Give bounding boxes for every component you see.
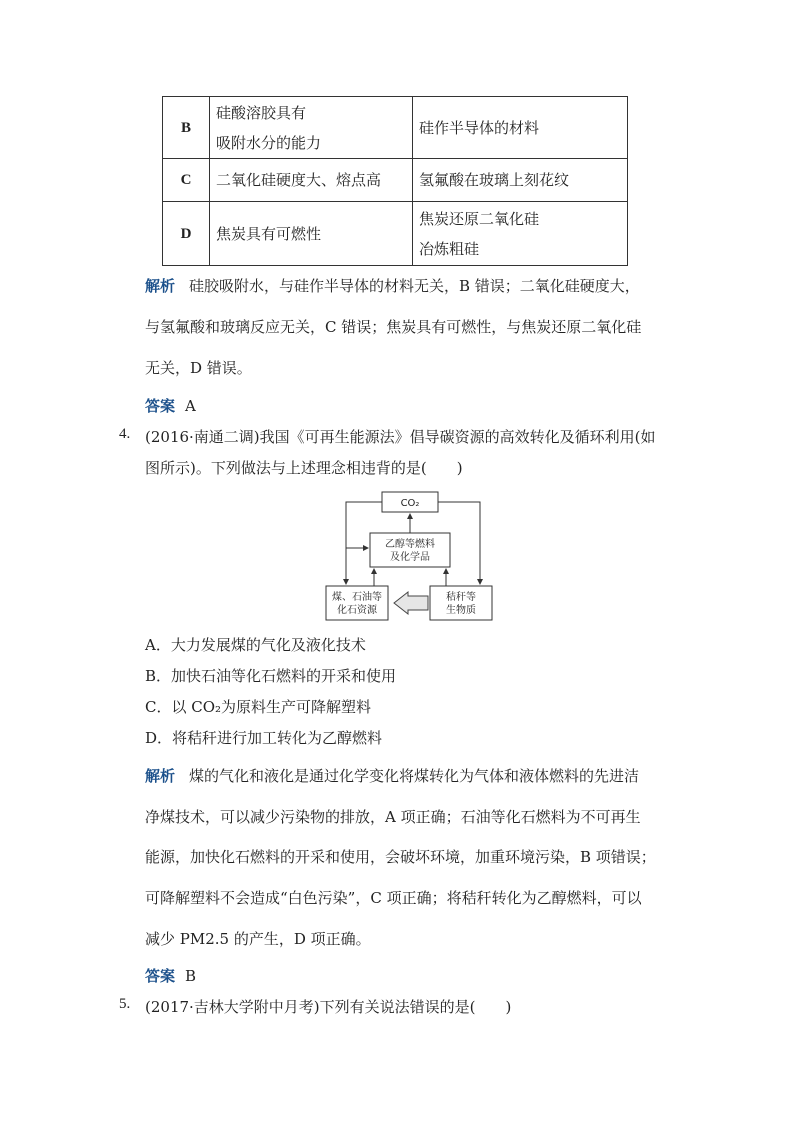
q3-analysis-line-1	[145, 275, 640, 296]
answer-tag: 答案	[145, 397, 176, 415]
q4-analysis-line-2: 净煤技术，可以减少污染物的排放，A 项正确；石油等化石燃料为不可再生	[145, 808, 641, 826]
option-b: B．加快石油等化石燃料的开采和使用	[145, 667, 397, 685]
q4-analysis-line-5: 减少 PM2.5 的产生，D 项正确。	[145, 930, 371, 948]
table-row	[163, 159, 628, 202]
cell-line: 焦炭还原二氧化硅	[419, 209, 540, 228]
table-row	[163, 202, 628, 266]
options-table	[162, 96, 628, 266]
cell-line: 氢氟酸在玻璃上刻花纹	[419, 171, 570, 189]
fuel-label-1: 乙醇等燃料	[385, 539, 435, 550]
row-right-cell	[413, 159, 628, 202]
q4-stem-line-2: 图所示)。下列做法与上述理念相违背的是( )	[145, 459, 463, 477]
row-left-cell	[210, 97, 413, 159]
q3-analysis-line-2: 与氢氟酸和玻璃反应无关，C 错误；焦炭具有可燃性，与焦炭还原二氧化硅	[145, 318, 642, 336]
q3-answer	[145, 395, 196, 416]
row-letter: B	[163, 97, 210, 159]
row-letter: D	[163, 202, 210, 266]
row-letter: C	[163, 159, 210, 202]
q4-answer	[145, 965, 196, 986]
row-right-cell	[413, 202, 628, 266]
table-row	[163, 97, 628, 159]
option-d: D．将秸秆进行加工转化为乙醇燃料	[145, 729, 383, 747]
question-number: 5.	[119, 996, 131, 1012]
biomass-label-2: 生物质	[446, 605, 476, 616]
cell-line: 硅作半导体的材料	[419, 118, 540, 137]
q4-stem-line-1: (2016·南通二调)我国《可再生能源法》倡导碳资源的高效转化及循环利用(如	[145, 428, 656, 446]
carbon-cycle-diagram	[320, 488, 500, 624]
co2-label: CO₂	[400, 498, 420, 509]
fossil-label-1: 煤、石油等	[332, 592, 382, 603]
q3-analysis-line-3: 无关，D 错误。	[145, 359, 252, 377]
q5-stem: (2017·吉林大学附中月考)下列有关说法错误的是( )	[145, 998, 512, 1016]
analysis-text: 硅胶吸附水，与硅作半导体的材料无关，B 错误；二氧化硅硬度大，	[189, 277, 640, 295]
answer-value: A	[185, 397, 196, 415]
cell-line: 焦炭具有可燃性	[216, 224, 322, 243]
cell-line: 硅酸溶胶具有	[216, 103, 307, 122]
biomass-label-1: 秸秆等	[446, 592, 476, 603]
question-number: 4.	[119, 426, 131, 442]
fossil-label-2: 化石资源	[337, 605, 377, 616]
option-c: C．以 CO₂为原料生产可降解塑料	[145, 698, 372, 716]
q4-analysis-line-1	[145, 765, 639, 786]
row-left-cell	[210, 159, 413, 202]
fuel-label-2: 及化学品	[390, 552, 430, 563]
analysis-tag: 解析	[145, 767, 176, 785]
option-a: A．大力发展煤的气化及液化技术	[145, 636, 366, 654]
q4-analysis-line-4: 可降解塑料不会造成“白色污染”，C 项正确；将秸秆转化为乙醇燃料，可以	[145, 889, 642, 907]
analysis-tag: 解析	[145, 277, 176, 295]
row-right-cell	[413, 97, 628, 159]
answer-value: B	[185, 967, 197, 985]
row-left-cell	[210, 202, 413, 266]
cell-line: 二氧化硅硬度大、熔点高	[216, 171, 382, 189]
q4-analysis-line-3: 能源，加快化石燃料的开采和使用，会破坏环境，加重环境污染，B 项错误；	[145, 848, 656, 866]
analysis-text: 煤的气化和液化是通过化学变化将煤转化为气体和液体燃料的先进洁	[189, 767, 640, 785]
cell-line: 冶炼粗硅	[419, 239, 480, 258]
cell-line: 吸附水分的能力	[216, 133, 322, 152]
answer-tag: 答案	[145, 967, 176, 985]
hollow-arrow-biomass-to-fossil	[394, 592, 428, 614]
